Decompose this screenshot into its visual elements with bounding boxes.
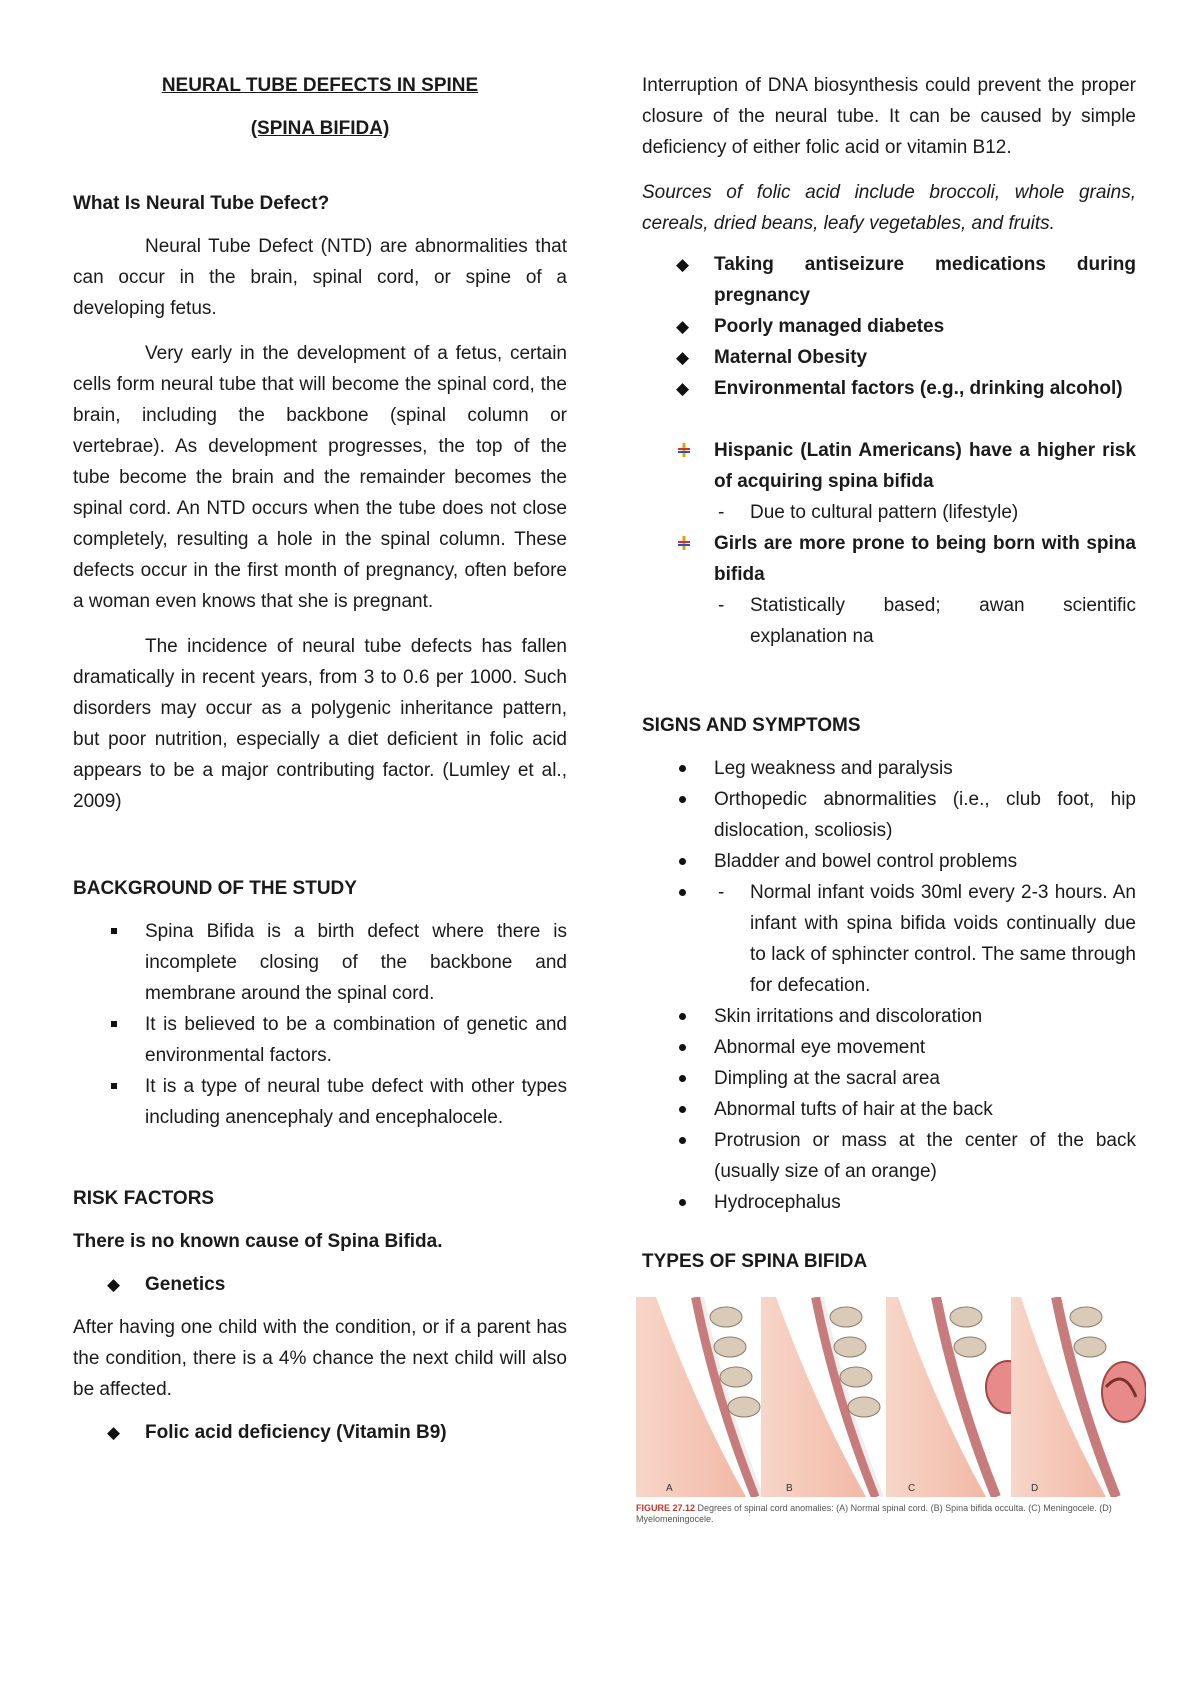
figure-caption-text: Degrees of spinal cord anomalies: (A) Normal spinal cord. (B) Spina bifida occulta. (C) Meningocele. (D) Myelomeningocele.	[636, 1503, 1112, 1524]
ntd-development: Very early in the development of a fetus, certain cells form neural tube that will become the spinal cord, the brain, including the backbone (spinal column or vertebrae). As development progresses, the top of the tube become the brain and the remainder becomes the spinal cord. An NTD occurs when the tube does not close completely, resulting a hole in the spinal column. These defects occur in the first month of pregnancy, often before a woman even knows that she is pregnant.	[73, 343, 567, 612]
types-heading: TYPES OF SPINA BIFIDA	[642, 1251, 868, 1272]
list-item: Dimpling at the sacral area	[642, 1063, 1136, 1094]
list-item: It is believed to be a combination of genetic and environmental factors.	[73, 1009, 567, 1071]
list-item: ◆ Taking antiseizure medications during pregnancy	[642, 249, 1136, 311]
spine-illustration	[636, 1297, 1146, 1497]
panel-a	[636, 1297, 762, 1497]
girls-sub-list	[642, 590, 1136, 652]
panel-c	[886, 1297, 1030, 1497]
ntd-definition: Neural Tube Defect (NTD) are abnormalities that can occur in the brain, spinal cord, or spine of a developing fetus.	[73, 236, 567, 319]
list-item: Protrusion or mass at the center of the back (usually size of an orange)	[642, 1125, 1136, 1187]
bladder-sub-list	[714, 877, 1136, 1001]
list-item: - Statistically based; awan scientific explanation na	[642, 590, 1136, 652]
demographic-list-2	[642, 528, 1136, 590]
list-item: Skin irritations and discoloration	[642, 1001, 1136, 1032]
genetics-list	[73, 1269, 567, 1300]
figure-label-c: C	[908, 1483, 916, 1494]
figure-caption-label: FIGURE 27.12	[636, 1503, 696, 1513]
list-item: ◆ Poorly managed diabetes	[642, 311, 1136, 342]
background-list	[73, 916, 567, 1133]
list-item: ◆ Genetics	[73, 1269, 567, 1300]
list-item: Orthopedic abnormalities (i.e., club foot, hip dislocation, scoliosis)	[642, 784, 1136, 846]
list-item: Leg weakness and paralysis	[642, 753, 1136, 784]
list-item: Abnormal tufts of hair at the back	[642, 1094, 1136, 1125]
risk-intro: There is no known cause of Spina Bifida.	[73, 1231, 443, 1252]
demographic-list	[642, 435, 1136, 497]
figure-label-d: D	[1031, 1483, 1039, 1494]
background-heading: BACKGROUND OF THE STUDY	[73, 878, 357, 899]
sources-text: Sources of folic acid include broccoli, whole grains, cereals, dried beans, leafy vegetables, and fruits.	[642, 182, 1136, 234]
genetics-text: After having one child with the condition, or if a parent has the condition, there is a 4% chance the next child will also be affected.	[73, 1317, 567, 1400]
list-item: - Due to cultural pattern (lifestyle)	[642, 497, 1136, 528]
right-column	[636, 70, 1136, 1525]
figure-caption	[636, 1503, 1146, 1525]
doc-subtitle: (SPINA BIFIDA)	[250, 118, 390, 139]
figure-label-a: A	[666, 1483, 673, 1494]
list-item: ◆ Environmental factors (e.g., drinking alcohol)	[642, 373, 1136, 404]
risk-heading: RISK FACTORS	[73, 1188, 215, 1209]
list-item: It is a type of neural tube defect with other types including anencephaly and encephalocele.	[73, 1071, 567, 1133]
panel-b	[761, 1297, 882, 1497]
what-heading: What Is Neural Tube Defect?	[73, 193, 330, 214]
list-item: ◆ Maternal Obesity	[642, 342, 1136, 373]
folic-list	[73, 1417, 567, 1448]
arrow-bullet-icon	[676, 442, 692, 458]
spina-bifida-figure	[636, 1297, 1146, 1497]
hispanic-sub-list	[642, 497, 1136, 528]
ntd-incidence: The incidence of neural tube defects has fallen dramatically in recent years, from 3 to 0.6 per 1000. Such disorders may occur as a polygenic inheritance pattern, but poor nutrition, especially a diet deficient in folic acid appears to be a major contributing factor. (Lumley et al., 2009)	[73, 636, 567, 812]
girls-label: Girls are more prone to being born with spina bifida	[714, 533, 1136, 585]
list-item: Abnormal eye movement	[642, 1032, 1136, 1063]
figure-label-b: B	[786, 1483, 793, 1494]
hispanic-label: Hispanic (Latin Americans) have a higher risk of acquiring spina bifida	[714, 440, 1136, 492]
list-item: Bladder and bowel control problems	[642, 846, 1136, 877]
list-item: Spina Bifida is a birth defect where there is incomplete closing of the backbone and membrane around the spinal cord.	[73, 916, 567, 1009]
bladder-sub-container	[642, 877, 1136, 1001]
panel-d	[1011, 1297, 1146, 1497]
list-item: - Normal infant voids 30ml every 2-3 hours. An infant with spina bifida voids continually due to lack of sphincter control. The same through for defecation.	[714, 877, 1136, 1001]
risk-factor-list	[642, 249, 1136, 404]
signs-list	[642, 753, 1136, 1218]
signs-heading: SIGNS AND SYMPTOMS	[642, 715, 861, 736]
dna-text: Interruption of DNA biosynthesis could prevent the proper closure of the neural tube. It can be caused by simple deficiency of either folic acid or vitamin B12.	[642, 75, 1136, 158]
doc-title: NEURAL TUBE DEFECTS IN SPINE	[161, 75, 479, 96]
list-item: ◆ Folic acid deficiency (Vitamin B9)	[73, 1417, 567, 1448]
list-item-hispanic	[642, 435, 1136, 497]
left-column	[73, 70, 567, 1448]
arrow-bullet-icon	[676, 535, 692, 551]
list-item: Hydrocephalus	[642, 1187, 1136, 1218]
list-item-girls	[642, 528, 1136, 590]
